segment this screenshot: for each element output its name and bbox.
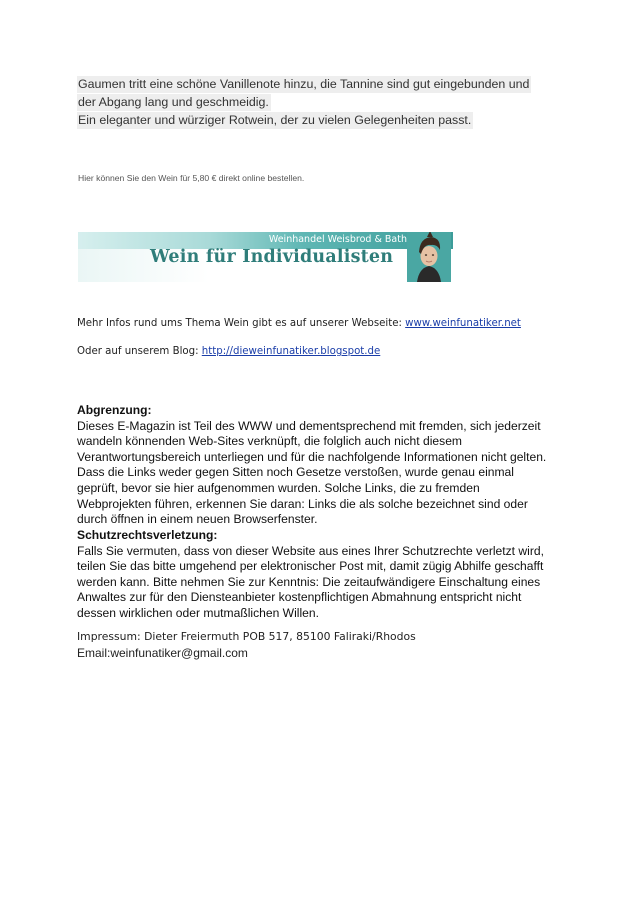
copyright-section <box>77 528 569 622</box>
blog-prefix: Oder auf unserem Blog: <box>77 346 202 357</box>
portrait-image <box>407 232 451 282</box>
disclaimer-body: Dieses E-Magazin ist Teil des WWW und dementsprechend mit fremden, sich jederzeit wandeln könnenden Web-Sites verknüpft, die folglich auch nicht diesem Verantwortungsbereich unterliegen und für die nachfolgende Informationen nicht gelten. Dass die Links weder gegen Sitten noch Gesetze verstoßen, wurde genau einmal geprüft, bevor sie hier aufgenommen wurden. Solche Links, die zu fremden Webprojekten führen, erkennen Sie daran: Links die als solche bezeichnet sind oder durch öffnen in einem neuen Browserfenster. <box>77 418 547 527</box>
blog-line <box>77 346 380 357</box>
blog-link[interactable]: http://dieweinfunatiker.blogspot.de <box>201 346 381 357</box>
disclaimer-title: Abgrenzung: <box>77 403 152 417</box>
wine-description <box>77 75 557 129</box>
copyright-title: Schutzrechtsverletzung: <box>77 528 218 542</box>
impressum-email: Email:weinfunatiker@gmail.com <box>77 646 248 660</box>
description-line: Gaumen tritt eine schöne Vanillenote hinzu, die Tannine sind gut eingebunden und <box>78 77 530 91</box>
shop-banner[interactable] <box>78 232 453 282</box>
banner-shop-name: Weinhandel Weisbrod & Bath <box>268 234 407 245</box>
website-line <box>77 318 521 329</box>
website-link[interactable]: www.weinfunatiker.net <box>405 318 521 329</box>
description-line: Ein eleganter und würziger Rotwein, der zu vielen Gelegenheiten passt. <box>78 113 472 127</box>
banner-tagline: Wein für Individualisten <box>150 247 394 267</box>
website-prefix: Mehr Infos rund ums Thema Wein gibt es auf unserer Webseite: <box>77 318 406 329</box>
copyright-body: Falls Sie vermuten, dass von dieser Website aus eines Ihrer Schutzrechte verletzt wird, teilen Sie das bitte umgehend per elektronischer Post mit, damit zügig Abhilfe geschafft werden kann. Bitte nehmen Sie zur Kenntnis: Die zeitaufwändigere Einschaltung eines Anwaltes zur für den Diensteanbieter kostenpflichtigen Abmahnung entspricht nicht dessen wirklichen oder mutmaßlichen Willen. <box>77 543 544 620</box>
impressum <box>77 629 416 661</box>
order-note: Hier können Sie den Wein für 5,80 € direkt online bestellen. <box>78 173 305 183</box>
impressum-address: Impressum: Dieter Freiermuth POB 517, 85100 Faliraki/Rhodos <box>77 630 416 643</box>
disclaimer-section <box>77 403 569 528</box>
description-line: der Abgang lang und geschmeidig. <box>78 95 269 109</box>
